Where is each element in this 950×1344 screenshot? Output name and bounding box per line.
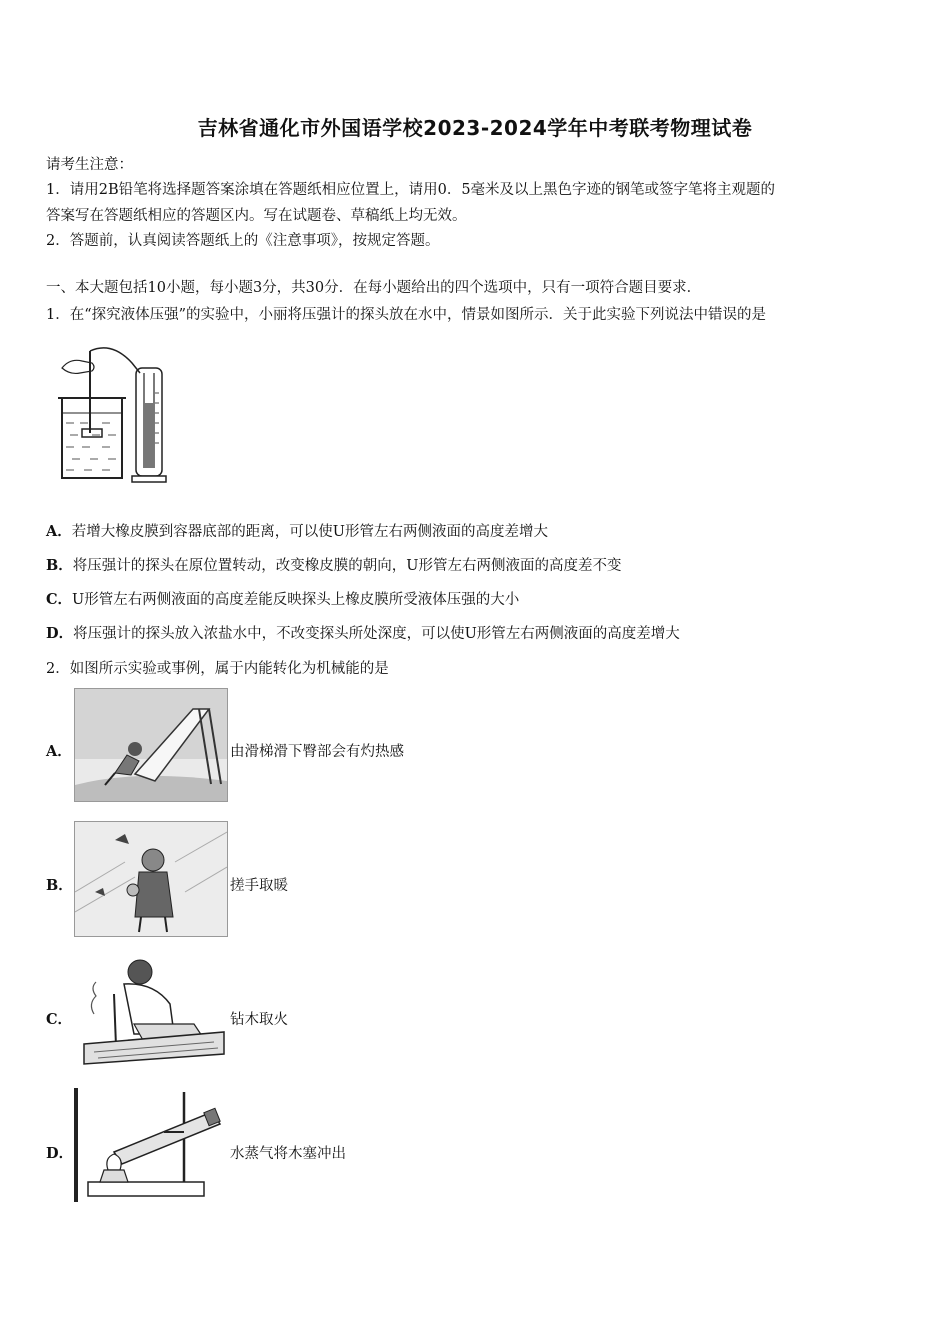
notice-item-1-line-1: 1．请用2B铅笔将选择题答案涂填在答题纸相应位置上，请用0．5毫米及以上黑色字迹的钢笔或签字笔将主观题的 bbox=[46, 182, 776, 198]
question-1-figure bbox=[52, 343, 176, 485]
question-2-option-b-label: B． bbox=[46, 877, 73, 894]
drill-wood-fire-illustration bbox=[74, 954, 226, 1070]
question-2-option-d-text: 水蒸气将木塞冲出 bbox=[230, 1146, 346, 1162]
question-1-option-b: B．将压强计的探头在原位置转动，改变橡皮膜的朝向，U形管左右两侧液面的高度差不变 bbox=[46, 557, 622, 574]
notice-item-2: 2．答题前，认真阅读答题纸上的《注意事项》，按规定答题。 bbox=[46, 233, 440, 249]
page-title: 吉林省通化市外国语学校2023-2024学年中考联考物理试卷 bbox=[197, 116, 753, 140]
question-2-option-a-label: A． bbox=[46, 743, 72, 760]
question-1-option-d: D．将压强计的探头放入浓盐水中，不改变探头所处深度，可以使U形管左右两侧液面的高度差增大 bbox=[46, 625, 680, 642]
question-2-option-c-text: 钻木取火 bbox=[230, 1012, 288, 1028]
slide-illustration bbox=[74, 688, 228, 802]
question-1-option-c: C．U形管左右两侧液面的高度差能反映探头上橡皮膜所受液体压强的大小 bbox=[46, 591, 520, 608]
question-2-option-d-label: D． bbox=[46, 1145, 74, 1162]
question-2-option-c-label: C． bbox=[46, 1011, 73, 1028]
steam-cork-illustration bbox=[74, 1088, 226, 1202]
section-heading: 一、本大题包括10小题，每小题3分，共30分．在每小题给出的四个选项中，只有一项符合题目要求． bbox=[46, 280, 702, 296]
question-2-stem: 2．如图所示实验或事例，属于内能转化为机械能的是 bbox=[46, 661, 389, 677]
question-1-stem: 1．在“探究液体压强”的实验中，小丽将压强计的探头放在水中，情景如图所示．关于此实验下列说法中错误的是 bbox=[46, 307, 767, 323]
question-1-option-a: A．若增大橡皮膜到容器底部的距离，可以使U形管左右两侧液面的高度差增大 bbox=[46, 523, 548, 540]
question-2-option-b-text: 搓手取暖 bbox=[230, 878, 288, 894]
question-2-option-a-text: 由滑梯滑下臀部会有灼热感 bbox=[230, 744, 404, 760]
notice-heading: 请考生注意： bbox=[46, 157, 133, 173]
hand-rubbing-illustration bbox=[74, 821, 228, 937]
notice-item-1-line-2: 答案写在答题纸相应的答题区内。写在试题卷、草稿纸上均无效。 bbox=[46, 208, 467, 224]
